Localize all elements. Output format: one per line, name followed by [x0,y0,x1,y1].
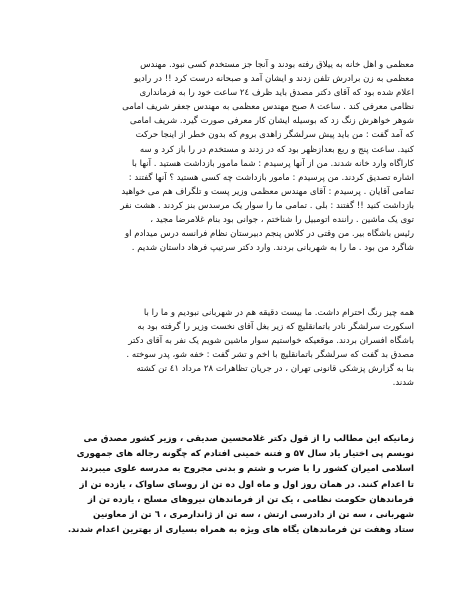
text-line: نویسم پی اختیار یاد سال ۵۷ و فتنه خمینی افتادم که چگونه رجاله های جمهوری [76,449,414,460]
text-line: تمامی آقایان . پرسیدم : آقای مهندس معظمی وزیر پست و تلگراف هم می خواهید [121,186,414,197]
paragraph-officers-club [52,306,414,391]
text-line: اسلامی امیران کشور را با ضرب و شتم و بدنی مجروح به مدرسه علوی میبردند [80,464,414,475]
text-line: اشاره تصدیق کردند. من پرسیدم : مامور بازداشت چه کسی هستید ؟ آنها گفتند : [128,172,414,183]
text-line: ستاد وهفت تن فرماندهان یگاه های ویژه به همراه بسیاری از بهترین اعدام شدند. [67,525,414,536]
text-line: همه چیز رنگ احترام داشت. ما بیست دقیقه هم در شهربانی نبودیم و ما را با [143,308,414,318]
text-line: کاراگاه وارد خانه شدند. من از آنها پرسیدم : شما مامور بازداشت هستید . آنها با [131,158,414,169]
text-line: باشگاه افسران بردند. موقعیکه خواستیم سوار ماشین شویم یک نفر به آقای دکتر [128,336,414,347]
paragraph-arrest-account [52,58,414,255]
text-line: شوهر خواهرش زنگ زد که بوسیله ایشان کار معرفی صورت گیرد. شریف امامی [129,116,414,127]
text-line: نظامی معرفی کند . ساعت ۸ صبح مهندس معظمی به مهندس جعفر شریف امامی [122,102,414,113]
text-line: شاگرد من بود . ما را به شهربانی بردند. وارد دکتر سرتیپ فرهاد داستان شدیم . [131,243,414,254]
text-line: معظمی به زن برادرش تلفن زدند و ایشان آمد و صبحانه درست کرد !! در رادیو [134,74,414,85]
text-line: توی یک ماشین . راننده اتومبیل را شناختم ، جوانی بود بنام غلامرضا مجید ، [150,215,414,226]
text-line: اسکورت سرلشگر نادر باتمانقلیچ که زیر بغل آقای نخست وزیر را گرفته بود به [137,322,414,333]
text-line: فرماندهان حکومت نظامی ، یک تن از فرماندهان نیروهای مسلح ، یازده تن از [87,494,414,505]
text-line: که آمد گفت : من باید پیش سرلشگر زاهدی بروم که بدون خطر از اینجا حرکت [135,130,414,141]
text-line: تا اعدام کنند. در همان روز اول و ماه اول ده تن از روسای ساواک ، یازده تن از [79,479,414,490]
text-line: کنید. ساعت پنج و ربع بعدازظهر بود که در زدند و مستخدم در را باز کرد و سه [139,144,414,155]
paragraph-author-commentary [52,432,414,538]
text-line: رئیس باشگاه بیر. من وقتی در کلاس پنجم دبیرستان نظام فرانسه درس میدادم او [124,229,414,240]
text-line: اعلام شده بود که آقای دکتر مصدق باید ظرف ۲٤ ساعت خود را به فرمانداری [139,88,414,99]
text-line: شدند. [392,378,414,389]
text-line: مصدق بد گفت که سرلشگر باتمانقلیچ با اخم و تشر گفت : خفه شو، پدر سوخته . [126,350,414,361]
text-line: شهربانی ، سه تن از دادرسی ارتش ، سه تن از ژاندارمری ، ٦ تن از معاونین [93,510,414,521]
text-line: زمانیکه این مطالب را از قول دکتر غلامحسین صدیقی ، وزیر کشور مصدق می [83,434,414,444]
text-line: بازداشت کنید !! گفتند : بلی . تمامی ما را سوار یک مرسدس بنز کردند . هشت نفر [120,200,414,211]
text-line: معظمی و اهل خانه به ییلاق رفته بودند و آنجا جز مستخدم کسی نبود. مهندس [140,60,414,70]
text-line: بنا به گزارش پزشکی قانونی تهران ، در جریان تظاهرات ۲۸ مرداد ٤١ تن کشته [136,364,414,375]
